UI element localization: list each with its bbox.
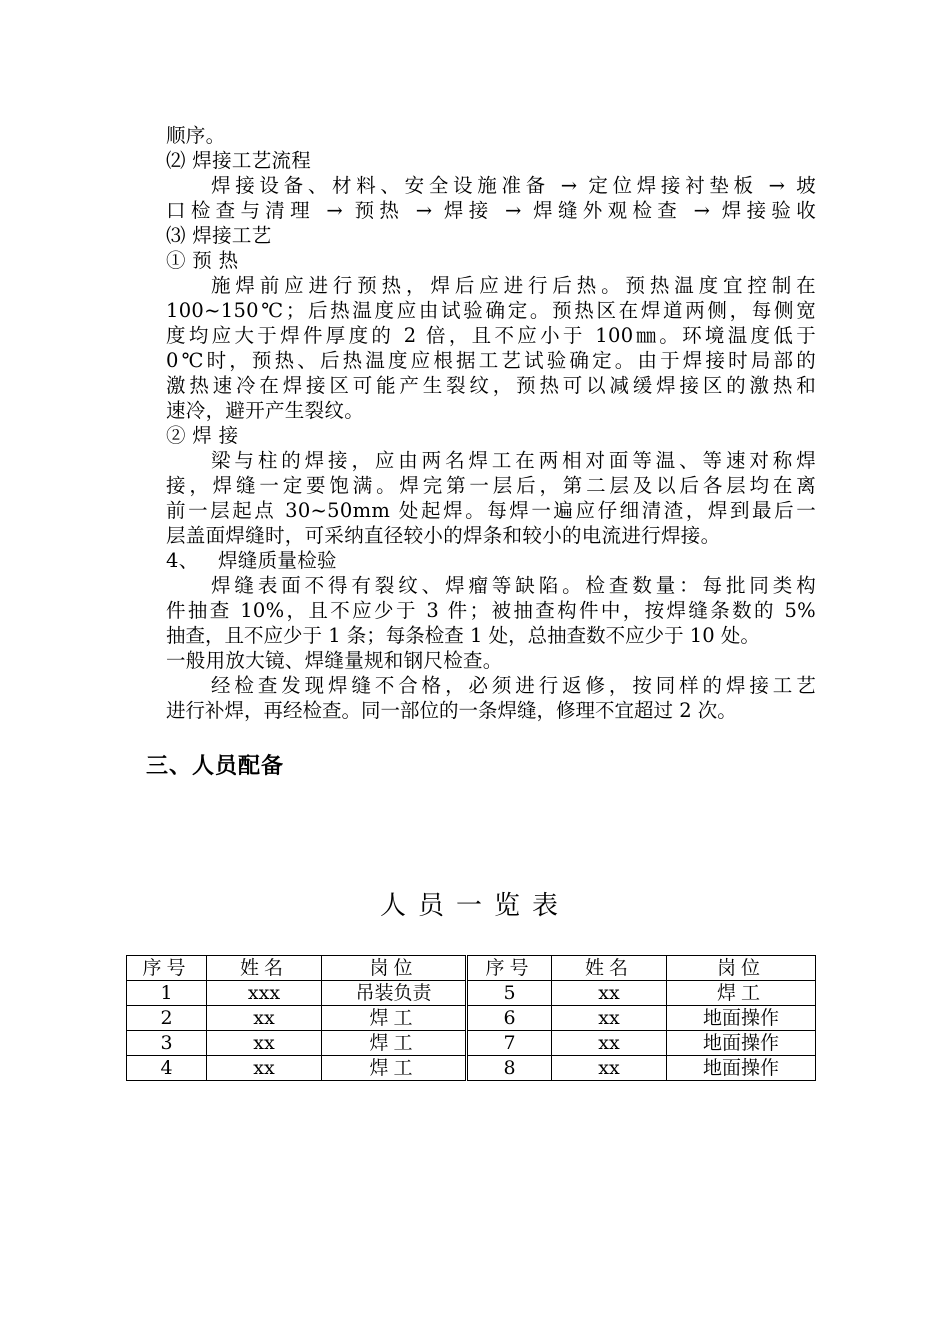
table-cell: 3 <box>127 1031 207 1056</box>
text-line: 100~150℃；后热温度应由试验确定。预热区在焊道两侧，每侧宽 <box>166 299 816 322</box>
table-cell: 7 <box>467 1031 552 1056</box>
text-line: 顺序。 <box>166 124 226 147</box>
text-line: 层盖面焊缝时，可采纳直径较小的焊条和较小的电流进行焊接。 <box>166 524 721 547</box>
text-line: 前一层起点 30~50mm 处起焊。每焊一遍应仔细清渣，焊到最后一 <box>166 499 816 522</box>
subheading-welding-process: ⑶ 焊接工艺 <box>166 224 272 247</box>
text-line: 一般用放大镜、焊缝量规和钢尺检查。 <box>166 649 503 672</box>
section-heading: 三、人员配备 <box>146 754 285 779</box>
table-cell: 8 <box>467 1056 552 1081</box>
subheading-preheat: ① 预 热 <box>166 249 239 272</box>
table-cell: 吊装负责 <box>322 981 467 1006</box>
header-cell: 岗位 <box>322 956 467 981</box>
table-cell: 6 <box>467 1006 552 1031</box>
table-cell: 地面操作 <box>667 1056 816 1081</box>
header-cell: 序号 <box>127 956 207 981</box>
table-row <box>127 1056 816 1081</box>
table-cell: xx <box>552 1006 667 1031</box>
table-cell: 地面操作 <box>667 1006 816 1031</box>
text-line: 度均应大于焊件厚度的 2 倍，且不应小于 100㎜。环境温度低于 <box>166 324 816 347</box>
table-cell: 焊工 <box>322 1031 467 1056</box>
table-cell: xx <box>552 1031 667 1056</box>
text-line: 件抽查 10%，且不应少于 3 件；被抽查构件中，按焊缝条数的 5% <box>166 599 816 622</box>
text-line: 激热速冷在焊接区可能产生裂纹，预热可以减缓焊接区的激热和 <box>166 374 816 397</box>
table-cell: xx <box>207 1056 322 1081</box>
text-line: 焊接设备、材料、安全设施准备 → 定位焊接衬垫板 → 坡 <box>211 174 816 197</box>
text-line: 抽查，且不应少于 1 条；每条检查 1 处，总抽查数不应少于 10 处。 <box>166 624 760 647</box>
subheading-welding-flow: ⑵ 焊接工艺流程 <box>166 149 312 172</box>
subheading-quality-inspection: 4、 焊缝质量检验 <box>166 549 337 572</box>
table-title: 人员一览表 <box>379 891 570 921</box>
table-cell: 2 <box>127 1006 207 1031</box>
table-cell: 1 <box>127 981 207 1006</box>
table-cell: xx <box>552 1056 667 1081</box>
text-line: 进行补焊，再经检查。同一部位的一条焊缝，修理不宜超过 2 次。 <box>166 699 737 722</box>
text-line: 接，焊缝一定要饱满。焊完第一层后，第二层及以后各层均在离 <box>166 474 816 497</box>
table-row <box>127 981 816 1006</box>
subheading-welding: ② 焊 接 <box>166 424 239 447</box>
text-line: 施焊前应进行预热，焊后应进行后热。预热温度宜控制在 <box>211 274 816 297</box>
table-cell: 地面操作 <box>667 1031 816 1056</box>
table-cell: 5 <box>467 981 552 1006</box>
text-line: 0℃时，预热、后热温度应根据工艺试验确定。由于焊接时局部的 <box>166 349 816 372</box>
table-cell: 焊工 <box>667 981 816 1006</box>
table-cell: 焊工 <box>322 1006 467 1031</box>
table-cell: xx <box>207 1006 322 1031</box>
header-cell: 岗位 <box>667 956 816 981</box>
table-header-row <box>127 956 816 981</box>
table-row <box>127 1031 816 1056</box>
text-line: 速冷，避开产生裂纹。 <box>166 399 365 422</box>
table-cell: 焊工 <box>322 1056 467 1081</box>
header-cell: 姓名 <box>552 956 667 981</box>
table-cell: xxx <box>207 981 322 1006</box>
text-line: 焊缝表面不得有裂纹、焊瘤等缺陷。检查数量：每批同类构 <box>211 574 816 597</box>
text-line: 口检查与清理 → 预热 → 焊接 → 焊缝外观检查 → 焊接验收 <box>166 199 816 222</box>
text-line: 梁与柱的焊接，应由两名焊工在两相对面等温、等速对称焊 <box>211 449 816 472</box>
header-cell: 姓名 <box>207 956 322 981</box>
staff-table <box>126 955 816 1081</box>
header-cell: 序号 <box>467 956 552 981</box>
text-line: 经检查发现焊缝不合格，必须进行返修，按同样的焊接工艺 <box>211 674 816 697</box>
table-cell: xx <box>207 1031 322 1056</box>
table-cell: 4 <box>127 1056 207 1081</box>
table-row <box>127 1006 816 1031</box>
table-cell: xx <box>552 981 667 1006</box>
